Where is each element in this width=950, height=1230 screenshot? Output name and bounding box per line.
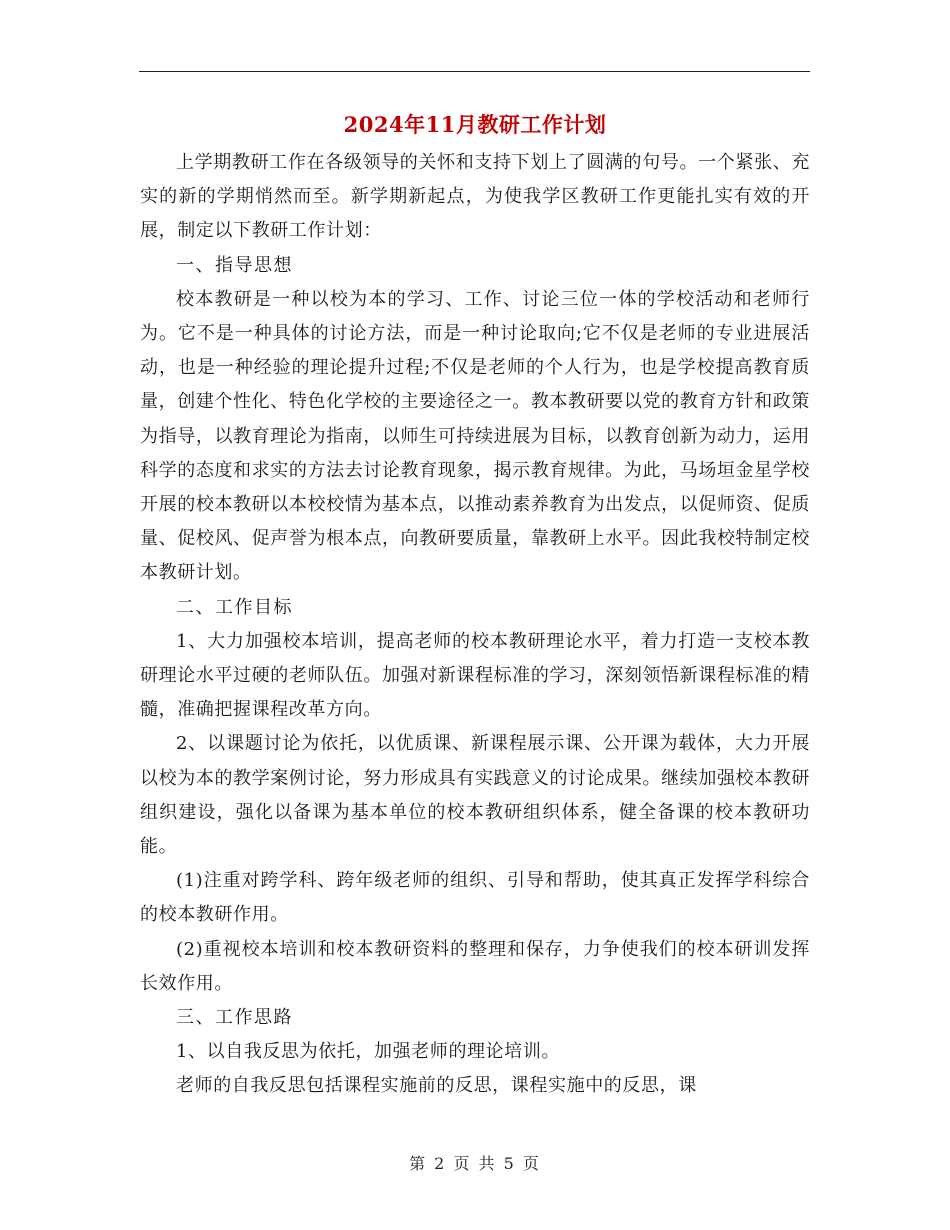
document-body [140, 146, 810, 1104]
work-goal-2-item-1: (1)注重对跨学科、跨年级老师的组织、引导和帮助，使其真正发挥学科综合的校本教研作用。 [140, 870, 810, 926]
document-title: 2024年11月教研工作计划 [343, 112, 607, 137]
section-heading-guiding-thought: 一、指导思想 [176, 254, 293, 276]
work-goal-1-paragraph: 1、大力加强校本培训，提高老师的校本教研理论水平，着力打造一支校本教研理论水平过硬的老师队伍。加强对新课程标准的学习，深刻领悟新课程标准的精髓，准确把握课程改革方向。 [140, 630, 810, 721]
guiding-thought-paragraph: 校本教研是一种以校为本的学习、工作、讨论三位一体的学校活动和老师行为。它不是一种具体的讨论方法，而是一种讨论取向;它不仅是老师的专业进展活动，也是一种经验的理论提升过程;不仅是老师的个人行为，也是学校提高教育质量，创建个性化、特色化学校的主要途径之一。教本教研要以党的教育方针和政策为指导，以教育理论为指南，以师生可持续进展为目标，以教育创新为动力，运用科学的态度和求实的方法去讨论教育现象，揭示教育规律。为此，马场垣金星学校开展的校本教研以本校校情为基本点，以推动素养教育为出发点，以促师资、促质量、促校风、促声誉为根本点，向教研要质量，靠教研上水平。因此我校特制定校本教研计划。 [140, 288, 810, 584]
section-heading-work-goals: 二、工作目标 [176, 596, 293, 618]
page-footer: 第 2 页 共 5 页 [409, 1154, 541, 1173]
header-rule [139, 71, 810, 72]
work-approach-1-heading: 1、以自我反思为依托，加强老师的理论培训。 [176, 1041, 561, 1063]
work-goal-2-item-2: (2)重视校本培训和校本教研资料的整理和保存，力争使我们的校本研训发挥长效作用。 [140, 938, 810, 994]
work-goal-2-paragraph: 2、以课题讨论为依托，以优质课、新课程展示课、公开课为载体，大力开展以校为本的教学案例讨论，努力形成具有实践意义的讨论成果。继续加强校本教研组织建设，强化以备课为基本单位的校本教研组织体系，健全备课的校本教研功能。 [140, 733, 810, 858]
intro-paragraph: 上学期教研工作在各级领导的关怀和支持下划上了圆满的句号。一个紧张、充实的新的学期悄然而至。新学期新起点，为使我学区教研工作更能扎实有效的开展，制定以下教研工作计划： [140, 152, 810, 242]
section-heading-work-approach: 三、工作思路 [176, 1007, 293, 1029]
work-approach-1-paragraph: 老师的自我反思包括课程实施前的反思，课程实施中的反思，课 [176, 1075, 697, 1097]
